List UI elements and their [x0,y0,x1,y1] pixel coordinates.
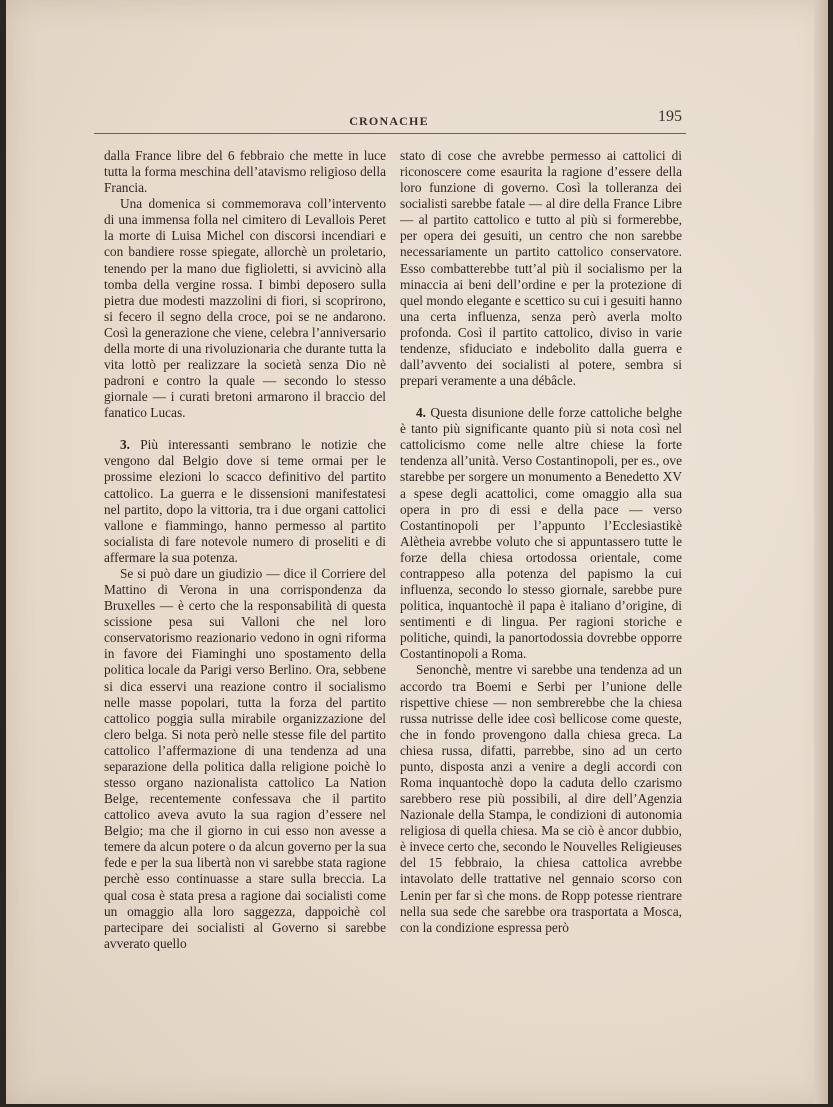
right-paragraph-1: stato di cose che avrebbe permesso ai cattolici di riconoscere come esaurita la ragione d’essere della loro funzione di governo. Così la tolleranza dei socialisti sarebbe fatale — al dire della France Libre — al partito cattolico e tutto al più si formerebbe, per opera dei gesuiti, un centro che non sarebbe necessariamente un partito cattolico conservatore. Esso combatterebbe tutt’al più il socialismo per la minaccia ai beni dell’ordine e per la protezione di quel mondo elegante e scettico su cui i gesuiti hanno una certa influenza, senza però averla molto profonda. Così il partito cattolico, diviso in varie tendenze, sfiduciato e indebolito dalla guerra e dall’avvento dei socialisti al potere, sembra si prepari veramente a una débâcle. [400,148,682,389]
running-header [94,108,684,136]
section-number-3: 3. [120,437,131,453]
right-paragraph-3: Senonchè, mentre vi sarebbe una tendenza ad un accordo tra Boemi e Serbi per l’unione delle rispettive chiese — non sembrerebbe che la chiesa russa nutrisse delle idee così bellicose come queste, che in fondo provengono dalla chiesa greca. La chiesa russa, difatti, parrebbe, sino ad un certo punto, disposta anzi a venire a degli accordi con Roma inquantochè dopo la caduta dello czarismo sarebbero rese più possibili, al dire dell’Agenzia Nazionale della Stampa, le condizioni di autonomia religiosa di quella chiesa. Ma se ciò è ancor dubbio, è invece certo che, secondo le Nouvelles Religieuses del 15 febbraio, la chiesa cattolica avrebbe intavolato delle trattative nel gennaio scorso con Lenin per far sì che mons. de Ropp potesse rientrare nella sua sede che sarebbe ora trasportata a Mosca, con la condizione espressa però [400,662,682,935]
left-paragraph-2: Una domenica si commemorava coll’intervento di una immensa folla nel cimitero di Levallois Peret la morte di Luisa Michel con discorsi incendiari e con bandiere rosse spiegate, allorchè un proletario, tenendo per la mano due figlioletti, si avvicinò alla tomba della vergine rossa. I bimbi deposero sulla pietra due modesti mazzolini di fiori, si scoprirono, si fecero il segno della croce, poi se ne andarono. Così la generazione che viene, celebra l’anniversario della morte di una rivoluzionaria che durante tutta la vita lottò per realizzare la società senza Dio nè padroni e contro la quale — secondo lo stesso giornale — i curati bretoni armarono il braccio del fanatico Lucas. [104,196,386,421]
book-page [6,0,828,1104]
left-paragraph-3-text: Più interessanti sembrano le notizie che vengono dal Belgio dove si teme ormai per le prossime elezioni lo scacco definitivo del partito cattolico. La guerra e le dissensioni manifestatesi nel partito, dopo la vittoria, tra i due organi cattolici vallone e fiammingo, hanno permesso al partito socialista di fare notevole numero di proseliti e di affermare la sua potenza. [104,437,386,565]
left-column [104,148,386,952]
left-paragraph-4: Se si può dare un giudizio — dice il Corriere del Mattino di Verona in una corrispondenza da Bruxelles — è certo che la responsabilità di questa scissione pesa sui Valloni che nel loro conservatorismo reazionario vedono in ogni riforma in favore dei Fiaminghi uno spostamento della politica locale da Parigi verso Berlino. Ora, sebbene si dica esservi una reazione contro il socialismo nelle masse popolari, tutta la forza del partito cattolico poggia sulla mirabile organizzazione del clero belga. Si nota però nelle stesse file del partito cattolico l’affermazione di una tendenza ad una separazione della politica dalla religione poichè lo stesso organo nazionalista cattolico La Nation Belge, recentemente confessava che il partito cattolico aveva avuto la sua ragion d’essere nel Belgio; ma che il giorno in cui esso non avesse a temere da alcun potere o da alcun governo per la sua fede e per la sua libertà non vi sarebbe stata ragione perchè esso continuasse a stare sulla breccia. La qual cosa è stata presa a ragione dai socialisti come un omaggio alla loro saggezza, dappoichè col partecipare dei socialisti al Governo si sarebbe avverato quello [104,565,386,951]
page-number: 195 [658,108,682,125]
right-paragraph-2 [400,405,682,662]
header-title: CRONACHE [349,114,429,128]
section-number-4: 4. [416,405,427,421]
page-edge-shadow [814,0,828,1104]
left-paragraph-3 [104,437,386,566]
right-paragraph-2-text: Questa disunione delle forze cattoliche belghe è tanto più significante quanto più si nota così nel cattolicismo come nelle altre chiese la forte tendenza all’unità. Verso Costantinopoli, per es., ove starebbe per sorgere un monumento a Benedetto XV a spese degli acattolici, come omaggio alla sua opera in pro di essi e della pace — verso Costantinopoli per l’appunto l’Ecclesiastikè Alètheia avrebbe voluto che si appuntassero tutte le forze della chiesa ortodossa orientale, come contrappeso alla potenza del papismo la cui influenza, secondo lo stesso giornale, sarebbe pure politica, inquantochè il papa è italiano d’origine, di sentimenti e di lingua. Per ragioni storiche e politiche, quindi, la panortodossia dovrebbe opporre Costantinopoli a Roma. [400,405,683,662]
right-column [400,148,682,936]
header-rule [94,133,686,134]
left-paragraph-1: dalla France libre del 6 febbraio che mette in luce tutta la forma meschina dell’atavismo religioso della Francia. [104,148,386,196]
